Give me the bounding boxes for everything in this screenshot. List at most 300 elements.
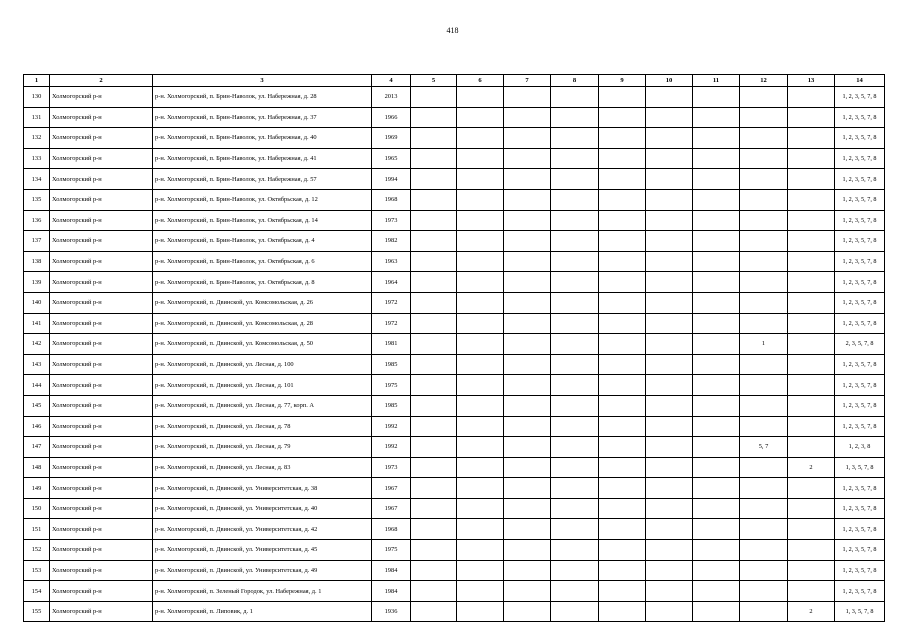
col-6-cell bbox=[457, 231, 504, 252]
col-8-cell bbox=[551, 313, 599, 334]
col-11-cell bbox=[693, 354, 740, 375]
col-7-cell bbox=[504, 498, 551, 519]
col-7-cell bbox=[504, 148, 551, 169]
col-13-cell bbox=[788, 169, 835, 190]
column-header-3: 3 bbox=[153, 75, 372, 87]
col-5-cell bbox=[411, 601, 457, 622]
col-14-cell: 1, 3, 5, 7, 8 bbox=[835, 601, 885, 622]
col-9-cell bbox=[599, 581, 646, 602]
year-cell: 1984 bbox=[372, 581, 411, 602]
district-cell: Холмогорский р-н bbox=[50, 581, 153, 602]
district-cell: Холмогорский р-н bbox=[50, 107, 153, 128]
col-8-cell bbox=[551, 251, 599, 272]
col-9-cell bbox=[599, 128, 646, 149]
row-number-cell: 132 bbox=[24, 128, 50, 149]
district-cell: Холмогорский р-н bbox=[50, 560, 153, 581]
col-7-cell bbox=[504, 251, 551, 272]
table-row bbox=[24, 292, 885, 313]
col-10-cell bbox=[646, 231, 693, 252]
district-cell: Холмогорский р-н bbox=[50, 169, 153, 190]
address-cell: р-н. Холмогорский, п. Брин-Наволок, ул. Октябрьская, д. 12 bbox=[153, 189, 372, 210]
col-12-cell bbox=[740, 148, 788, 169]
year-cell: 1967 bbox=[372, 478, 411, 499]
col-10-cell bbox=[646, 560, 693, 581]
col-14-cell: 1, 2, 3, 5, 7, 8 bbox=[835, 395, 885, 416]
district-cell: Холмогорский р-н bbox=[50, 210, 153, 231]
col-6-cell bbox=[457, 272, 504, 293]
col-8-cell bbox=[551, 231, 599, 252]
col-13-cell: 2 bbox=[788, 457, 835, 478]
row-number-cell: 144 bbox=[24, 375, 50, 396]
table-row bbox=[24, 169, 885, 190]
col-13-cell bbox=[788, 128, 835, 149]
col-7-cell bbox=[504, 601, 551, 622]
year-cell: 1981 bbox=[372, 334, 411, 355]
address-cell: р-н. Холмогорский, п. Двинской, ул. Университетская, д. 38 bbox=[153, 478, 372, 499]
col-10-cell bbox=[646, 107, 693, 128]
col-6-cell bbox=[457, 601, 504, 622]
col-5-cell bbox=[411, 519, 457, 540]
table-row bbox=[24, 375, 885, 396]
col-8-cell bbox=[551, 560, 599, 581]
col-14-cell: 1, 2, 3, 5, 7, 8 bbox=[835, 251, 885, 272]
table-row bbox=[24, 519, 885, 540]
col-13-cell bbox=[788, 540, 835, 561]
table-row bbox=[24, 437, 885, 458]
year-cell: 1968 bbox=[372, 519, 411, 540]
col-5-cell bbox=[411, 231, 457, 252]
col-8-cell bbox=[551, 519, 599, 540]
col-5-cell bbox=[411, 148, 457, 169]
col-11-cell bbox=[693, 540, 740, 561]
col-10-cell bbox=[646, 581, 693, 602]
col-5-cell bbox=[411, 334, 457, 355]
col-7-cell bbox=[504, 437, 551, 458]
page-number: 418 bbox=[446, 26, 459, 35]
column-header-14: 14 bbox=[835, 75, 885, 87]
col-14-cell: 1, 2, 3, 5, 7, 8 bbox=[835, 189, 885, 210]
col-7-cell bbox=[504, 375, 551, 396]
col-6-cell bbox=[457, 210, 504, 231]
col-7-cell bbox=[504, 560, 551, 581]
year-cell: 1972 bbox=[372, 292, 411, 313]
col-7-cell bbox=[504, 478, 551, 499]
col-6-cell bbox=[457, 498, 504, 519]
col-12-cell bbox=[740, 519, 788, 540]
col-10-cell bbox=[646, 272, 693, 293]
district-cell: Холмогорский р-н bbox=[50, 498, 153, 519]
table-body bbox=[24, 87, 885, 622]
col-6-cell bbox=[457, 519, 504, 540]
row-number-cell: 140 bbox=[24, 292, 50, 313]
col-11-cell bbox=[693, 231, 740, 252]
year-cell: 1975 bbox=[372, 375, 411, 396]
district-cell: Холмогорский р-н bbox=[50, 601, 153, 622]
col-6-cell bbox=[457, 292, 504, 313]
col-5-cell bbox=[411, 354, 457, 375]
address-cell: р-н. Холмогорский, п. Двинской, ул. Комсомольская, д. 26 bbox=[153, 292, 372, 313]
district-cell: Холмогорский р-н bbox=[50, 189, 153, 210]
col-7-cell bbox=[504, 519, 551, 540]
col-9-cell bbox=[599, 601, 646, 622]
district-cell: Холмогорский р-н bbox=[50, 313, 153, 334]
col-12-cell bbox=[740, 128, 788, 149]
col-9-cell bbox=[599, 334, 646, 355]
col-5-cell bbox=[411, 128, 457, 149]
col-13-cell bbox=[788, 375, 835, 396]
col-13-cell bbox=[788, 354, 835, 375]
district-cell: Холмогорский р-н bbox=[50, 334, 153, 355]
col-10-cell bbox=[646, 457, 693, 478]
col-14-cell: 1, 2, 3, 5, 7, 8 bbox=[835, 231, 885, 252]
col-11-cell bbox=[693, 395, 740, 416]
row-number-cell: 135 bbox=[24, 189, 50, 210]
year-cell: 1985 bbox=[372, 354, 411, 375]
district-cell: Холмогорский р-н bbox=[50, 519, 153, 540]
col-5-cell bbox=[411, 272, 457, 293]
col-12-cell bbox=[740, 375, 788, 396]
address-cell: р-н. Холмогорский, п. Двинской, ул. Лесная, д. 100 bbox=[153, 354, 372, 375]
row-number-cell: 147 bbox=[24, 437, 50, 458]
row-number-cell: 134 bbox=[24, 169, 50, 190]
row-number-cell: 133 bbox=[24, 148, 50, 169]
column-header-4: 4 bbox=[372, 75, 411, 87]
address-cell: р-н. Холмогорский, п. Брин-Наволок, ул. Октябрьская, д. 14 bbox=[153, 210, 372, 231]
col-11-cell bbox=[693, 128, 740, 149]
col-12-cell bbox=[740, 107, 788, 128]
row-number-cell: 155 bbox=[24, 601, 50, 622]
table-row bbox=[24, 189, 885, 210]
table-row bbox=[24, 581, 885, 602]
col-6-cell bbox=[457, 251, 504, 272]
col-11-cell bbox=[693, 148, 740, 169]
col-6-cell bbox=[457, 189, 504, 210]
row-number-cell: 151 bbox=[24, 519, 50, 540]
col-10-cell bbox=[646, 601, 693, 622]
col-9-cell bbox=[599, 87, 646, 108]
col-12-cell bbox=[740, 292, 788, 313]
col-13-cell bbox=[788, 292, 835, 313]
col-10-cell bbox=[646, 169, 693, 190]
col-8-cell bbox=[551, 601, 599, 622]
col-13-cell bbox=[788, 231, 835, 252]
column-header-1: 1 bbox=[24, 75, 50, 87]
year-cell: 2013 bbox=[372, 87, 411, 108]
col-7-cell bbox=[504, 189, 551, 210]
col-10-cell bbox=[646, 210, 693, 231]
address-cell: р-н. Холмогорский, п. Двинской, ул. Лесная, д. 77, корп. А bbox=[153, 395, 372, 416]
col-14-cell: 1, 2, 3, 5, 7, 8 bbox=[835, 107, 885, 128]
col-6-cell bbox=[457, 334, 504, 355]
col-8-cell bbox=[551, 354, 599, 375]
col-9-cell bbox=[599, 457, 646, 478]
col-14-cell: 1, 2, 3, 5, 7, 8 bbox=[835, 560, 885, 581]
col-6-cell bbox=[457, 416, 504, 437]
year-cell: 1973 bbox=[372, 457, 411, 478]
col-10-cell bbox=[646, 251, 693, 272]
col-9-cell bbox=[599, 416, 646, 437]
col-10-cell bbox=[646, 128, 693, 149]
col-12-cell bbox=[740, 540, 788, 561]
col-14-cell: 1, 2, 3, 5, 7, 8 bbox=[835, 478, 885, 499]
col-12-cell: 5, 7 bbox=[740, 437, 788, 458]
col-8-cell bbox=[551, 128, 599, 149]
col-7-cell bbox=[504, 457, 551, 478]
col-5-cell bbox=[411, 251, 457, 272]
col-14-cell: 1, 2, 3, 5, 7, 8 bbox=[835, 354, 885, 375]
col-14-cell: 1, 3, 5, 7, 8 bbox=[835, 457, 885, 478]
col-13-cell bbox=[788, 87, 835, 108]
year-cell: 1975 bbox=[372, 540, 411, 561]
header-row bbox=[24, 75, 885, 87]
col-9-cell bbox=[599, 292, 646, 313]
district-cell: Холмогорский р-н bbox=[50, 457, 153, 478]
col-12-cell bbox=[740, 210, 788, 231]
table-row bbox=[24, 251, 885, 272]
col-13-cell bbox=[788, 210, 835, 231]
col-8-cell bbox=[551, 189, 599, 210]
col-10-cell bbox=[646, 478, 693, 499]
col-13-cell bbox=[788, 498, 835, 519]
col-6-cell bbox=[457, 581, 504, 602]
col-8-cell bbox=[551, 437, 599, 458]
col-13-cell bbox=[788, 437, 835, 458]
col-5-cell bbox=[411, 498, 457, 519]
col-5-cell bbox=[411, 478, 457, 499]
col-7-cell bbox=[504, 210, 551, 231]
col-12-cell bbox=[740, 601, 788, 622]
col-6-cell bbox=[457, 457, 504, 478]
col-5-cell bbox=[411, 375, 457, 396]
table-row bbox=[24, 148, 885, 169]
col-13-cell bbox=[788, 272, 835, 293]
year-cell: 1992 bbox=[372, 416, 411, 437]
row-number-cell: 138 bbox=[24, 251, 50, 272]
col-14-cell: 1, 2, 3, 5, 7, 8 bbox=[835, 169, 885, 190]
row-number-cell: 136 bbox=[24, 210, 50, 231]
year-cell: 1969 bbox=[372, 128, 411, 149]
col-12-cell: 1 bbox=[740, 334, 788, 355]
col-10-cell bbox=[646, 334, 693, 355]
col-5-cell bbox=[411, 560, 457, 581]
col-5-cell bbox=[411, 457, 457, 478]
column-header-8: 8 bbox=[551, 75, 599, 87]
col-12-cell bbox=[740, 581, 788, 602]
col-13-cell bbox=[788, 334, 835, 355]
address-cell: р-н. Холмогорский, п. Брин-Наволок, ул. Октябрьская, д. 8 bbox=[153, 272, 372, 293]
year-cell: 1992 bbox=[372, 437, 411, 458]
row-number-cell: 150 bbox=[24, 498, 50, 519]
col-9-cell bbox=[599, 375, 646, 396]
col-12-cell bbox=[740, 272, 788, 293]
year-cell: 1936 bbox=[372, 601, 411, 622]
table-row bbox=[24, 334, 885, 355]
year-cell: 1994 bbox=[372, 169, 411, 190]
col-8-cell bbox=[551, 457, 599, 478]
col-9-cell bbox=[599, 148, 646, 169]
address-cell: р-н. Холмогорский, п. Двинской, ул. Университетская, д. 49 bbox=[153, 560, 372, 581]
col-9-cell bbox=[599, 540, 646, 561]
address-cell: р-н. Холмогорский, п. Двинской, ул. Лесная, д. 83 bbox=[153, 457, 372, 478]
col-13-cell bbox=[788, 581, 835, 602]
table-row bbox=[24, 107, 885, 128]
col-12-cell bbox=[740, 87, 788, 108]
year-cell: 1964 bbox=[372, 272, 411, 293]
table-row bbox=[24, 395, 885, 416]
col-10-cell bbox=[646, 354, 693, 375]
col-10-cell bbox=[646, 416, 693, 437]
col-9-cell bbox=[599, 313, 646, 334]
address-cell: р-н. Холмогорский, п. Двинской, ул. Университетская, д. 40 bbox=[153, 498, 372, 519]
col-9-cell bbox=[599, 231, 646, 252]
col-9-cell bbox=[599, 560, 646, 581]
col-12-cell bbox=[740, 354, 788, 375]
col-11-cell bbox=[693, 272, 740, 293]
district-cell: Холмогорский р-н bbox=[50, 148, 153, 169]
district-cell: Холмогорский р-н bbox=[50, 272, 153, 293]
col-5-cell bbox=[411, 313, 457, 334]
col-14-cell: 1, 2, 3, 5, 7, 8 bbox=[835, 375, 885, 396]
col-10-cell bbox=[646, 498, 693, 519]
col-11-cell bbox=[693, 189, 740, 210]
col-14-cell: 1, 2, 3, 5, 7, 8 bbox=[835, 87, 885, 108]
table-row bbox=[24, 272, 885, 293]
col-6-cell bbox=[457, 478, 504, 499]
col-5-cell bbox=[411, 169, 457, 190]
district-cell: Холмогорский р-н bbox=[50, 128, 153, 149]
col-11-cell bbox=[693, 519, 740, 540]
col-12-cell bbox=[740, 395, 788, 416]
col-6-cell bbox=[457, 354, 504, 375]
table-row bbox=[24, 231, 885, 252]
row-number-cell: 146 bbox=[24, 416, 50, 437]
col-11-cell bbox=[693, 560, 740, 581]
col-13-cell bbox=[788, 478, 835, 499]
year-cell: 1972 bbox=[372, 313, 411, 334]
col-12-cell bbox=[740, 169, 788, 190]
col-13-cell bbox=[788, 189, 835, 210]
col-9-cell bbox=[599, 395, 646, 416]
col-8-cell bbox=[551, 478, 599, 499]
col-6-cell bbox=[457, 375, 504, 396]
col-11-cell bbox=[693, 478, 740, 499]
address-cell: р-н. Холмогорский, п. Двинской, ул. Лесная, д. 101 bbox=[153, 375, 372, 396]
year-cell: 1984 bbox=[372, 560, 411, 581]
col-11-cell bbox=[693, 87, 740, 108]
table-row bbox=[24, 416, 885, 437]
col-5-cell bbox=[411, 437, 457, 458]
address-cell: р-н. Холмогорский, п. Брин-Наволок, ул. Набережная, д. 57 bbox=[153, 169, 372, 190]
address-cell: р-н. Холмогорский, п. Двинской, ул. Лесная, д. 79 bbox=[153, 437, 372, 458]
col-5-cell bbox=[411, 416, 457, 437]
row-number-cell: 152 bbox=[24, 540, 50, 561]
column-header-11: 11 bbox=[693, 75, 740, 87]
table-row bbox=[24, 457, 885, 478]
col-11-cell bbox=[693, 601, 740, 622]
col-10-cell bbox=[646, 437, 693, 458]
col-6-cell bbox=[457, 87, 504, 108]
year-cell: 1985 bbox=[372, 395, 411, 416]
col-8-cell bbox=[551, 375, 599, 396]
col-9-cell bbox=[599, 107, 646, 128]
column-header-6: 6 bbox=[457, 75, 504, 87]
col-14-cell: 1, 2, 3, 8 bbox=[835, 437, 885, 458]
col-7-cell bbox=[504, 540, 551, 561]
col-5-cell bbox=[411, 292, 457, 313]
district-cell: Холмогорский р-н bbox=[50, 478, 153, 499]
col-10-cell bbox=[646, 148, 693, 169]
row-number-cell: 139 bbox=[24, 272, 50, 293]
year-cell: 1968 bbox=[372, 189, 411, 210]
row-number-cell: 153 bbox=[24, 560, 50, 581]
col-9-cell bbox=[599, 210, 646, 231]
col-5-cell bbox=[411, 395, 457, 416]
col-12-cell bbox=[740, 457, 788, 478]
address-cell: р-н. Холмогорский, п. Липовик, д. 1 bbox=[153, 601, 372, 622]
col-11-cell bbox=[693, 210, 740, 231]
table-row bbox=[24, 560, 885, 581]
row-number-cell: 131 bbox=[24, 107, 50, 128]
address-cell: р-н. Холмогорский, п. Брин-Наволок, ул. Октябрьская, д. 4 bbox=[153, 231, 372, 252]
col-7-cell bbox=[504, 354, 551, 375]
row-number-cell: 137 bbox=[24, 231, 50, 252]
col-9-cell bbox=[599, 189, 646, 210]
address-cell: р-н. Холмогорский, п. Брин-Наволок, ул. Октябрьская, д. 6 bbox=[153, 251, 372, 272]
table-row bbox=[24, 498, 885, 519]
column-header-5: 5 bbox=[411, 75, 457, 87]
col-11-cell bbox=[693, 313, 740, 334]
district-cell: Холмогорский р-н bbox=[50, 251, 153, 272]
col-13-cell bbox=[788, 395, 835, 416]
table-row bbox=[24, 87, 885, 108]
column-header-10: 10 bbox=[646, 75, 693, 87]
col-13-cell bbox=[788, 251, 835, 272]
address-cell: р-н. Холмогорский, п. Зеленый Городок, ул. Набережная, д. 1 bbox=[153, 581, 372, 602]
col-12-cell bbox=[740, 416, 788, 437]
col-12-cell bbox=[740, 313, 788, 334]
row-number-cell: 143 bbox=[24, 354, 50, 375]
district-cell: Холмогорский р-н bbox=[50, 354, 153, 375]
col-11-cell bbox=[693, 334, 740, 355]
col-12-cell bbox=[740, 231, 788, 252]
col-10-cell bbox=[646, 313, 693, 334]
col-11-cell bbox=[693, 437, 740, 458]
col-14-cell: 1, 2, 3, 5, 7, 8 bbox=[835, 540, 885, 561]
col-12-cell bbox=[740, 478, 788, 499]
address-cell: р-н. Холмогорский, п. Брин-Наволок, ул. Набережная, д. 37 bbox=[153, 107, 372, 128]
col-13-cell bbox=[788, 107, 835, 128]
col-8-cell bbox=[551, 395, 599, 416]
col-6-cell bbox=[457, 148, 504, 169]
row-number-cell: 130 bbox=[24, 87, 50, 108]
district-cell: Холмогорский р-н bbox=[50, 231, 153, 252]
col-7-cell bbox=[504, 395, 551, 416]
col-6-cell bbox=[457, 540, 504, 561]
row-number-cell: 154 bbox=[24, 581, 50, 602]
col-14-cell: 1, 2, 3, 5, 7, 8 bbox=[835, 581, 885, 602]
table-row bbox=[24, 601, 885, 622]
district-cell: Холмогорский р-н bbox=[50, 416, 153, 437]
row-number-cell: 141 bbox=[24, 313, 50, 334]
col-8-cell bbox=[551, 87, 599, 108]
column-header-2: 2 bbox=[50, 75, 153, 87]
address-cell: р-н. Холмогорский, п. Двинской, ул. Университетская, д. 42 bbox=[153, 519, 372, 540]
row-number-cell: 142 bbox=[24, 334, 50, 355]
col-12-cell bbox=[740, 189, 788, 210]
col-7-cell bbox=[504, 581, 551, 602]
col-11-cell bbox=[693, 375, 740, 396]
col-14-cell: 1, 2, 3, 5, 7, 8 bbox=[835, 210, 885, 231]
